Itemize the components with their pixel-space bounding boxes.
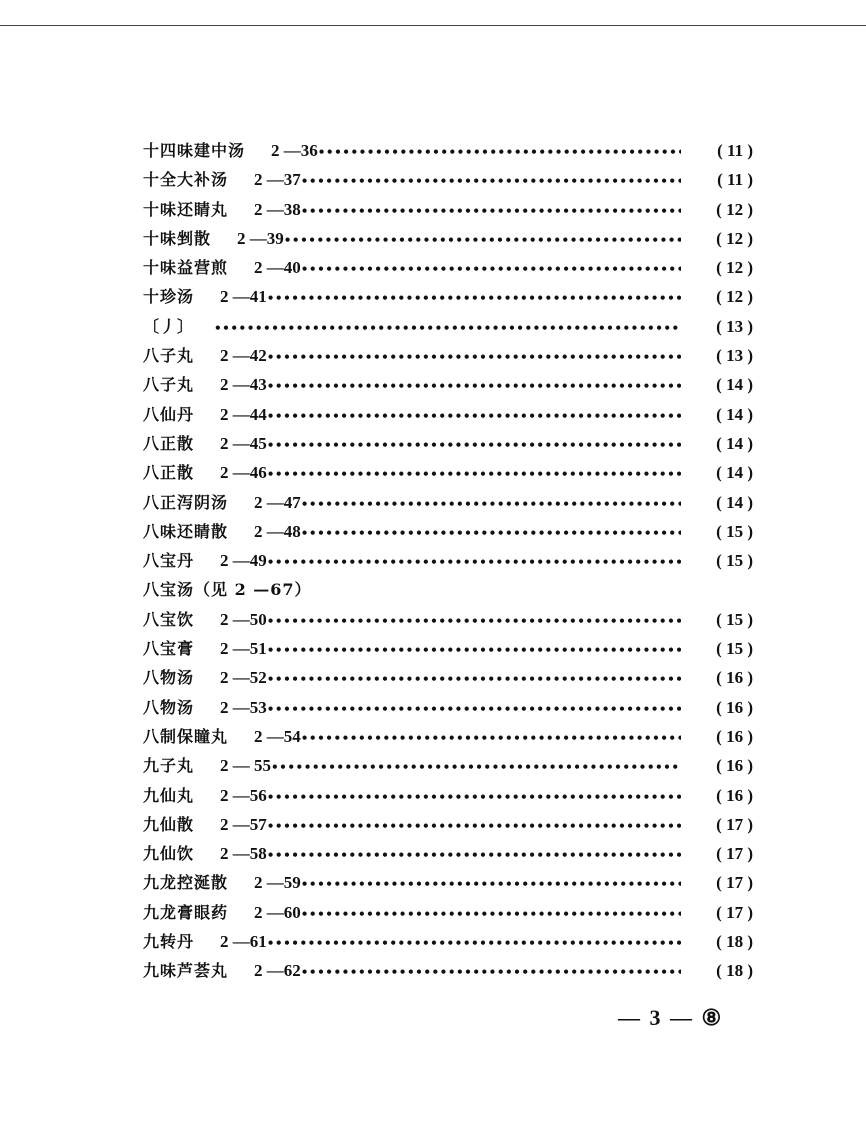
toc-entry bbox=[143, 402, 753, 431]
toc-entry bbox=[143, 460, 753, 489]
toc-entry bbox=[143, 372, 753, 401]
entry-code: 2 —46 bbox=[220, 463, 267, 483]
dot-leader bbox=[214, 321, 681, 335]
dot-leader bbox=[267, 379, 681, 393]
entry-code: 2 —43 bbox=[220, 375, 267, 395]
entry-name: 十珍汤 bbox=[143, 287, 195, 307]
dot-leader bbox=[267, 291, 681, 305]
entry-code: 2 —60 bbox=[254, 902, 301, 922]
toc-entry bbox=[143, 812, 753, 841]
dot-leader bbox=[267, 614, 681, 628]
toc-entry bbox=[143, 284, 753, 313]
toc-entry bbox=[143, 197, 753, 226]
entry-name: 八宝膏 bbox=[143, 639, 195, 659]
dot-leader bbox=[267, 936, 681, 950]
toc-entry bbox=[143, 577, 753, 606]
toc-entry bbox=[143, 900, 753, 929]
entry-name: 八物汤 bbox=[143, 697, 195, 717]
dot-leader bbox=[301, 262, 681, 276]
entry-name: 九仙散 bbox=[143, 814, 195, 834]
entry-page: ( 13 ) bbox=[716, 346, 753, 366]
entry-code: 2 —49 bbox=[220, 551, 267, 571]
dot-leader bbox=[271, 760, 681, 774]
entry-page: ( 16 ) bbox=[716, 756, 753, 776]
entry-name: 八味还睛散 bbox=[143, 521, 229, 541]
entry-page: ( 17 ) bbox=[716, 844, 753, 864]
toc-entry bbox=[143, 783, 753, 812]
entry-page: ( 15 ) bbox=[716, 639, 753, 659]
entry-page: ( 17 ) bbox=[716, 902, 753, 922]
entry-page: ( 14 ) bbox=[716, 404, 753, 424]
dot-leader bbox=[301, 526, 681, 540]
dot-leader bbox=[267, 643, 681, 657]
entry-name: 九味芦荟丸 bbox=[143, 961, 229, 981]
entry-code: 2 —56 bbox=[220, 785, 267, 805]
entry-name: 十味还睛丸 bbox=[143, 199, 229, 219]
toc-entry bbox=[143, 636, 753, 665]
entry-name: 九龙控涎散 bbox=[143, 873, 229, 893]
toc-entry bbox=[143, 753, 753, 782]
entry-code: 2 —39 bbox=[237, 228, 284, 248]
entry-page: ( 15 ) bbox=[716, 609, 753, 629]
toc-entry bbox=[143, 490, 753, 519]
dot-leader bbox=[267, 790, 681, 804]
entry-name: 九转丹 bbox=[143, 932, 195, 952]
entry-name: 八宝丹 bbox=[143, 551, 195, 571]
entry-name: 十四味建中汤 bbox=[143, 141, 246, 160]
entry-code: 2 —47 bbox=[254, 492, 301, 512]
entry-code: 2 —57 bbox=[220, 814, 267, 834]
entry-name: 八宝饮 bbox=[143, 609, 195, 629]
entry-page: ( 12 ) bbox=[716, 228, 753, 248]
dot-leader bbox=[267, 555, 681, 569]
entry-name: 八正泻阴汤 bbox=[143, 492, 229, 512]
entry-name: 十味益营煎 bbox=[143, 258, 229, 278]
entry-name: 八子丸 bbox=[143, 375, 195, 395]
entry-page: ( 14 ) bbox=[716, 433, 753, 453]
entry-page: ( 11 ) bbox=[717, 170, 753, 190]
toc-entry bbox=[143, 343, 753, 372]
toc-entry bbox=[143, 548, 753, 577]
entry-page: ( 13 ) bbox=[716, 316, 753, 336]
entry-code: 2 —54 bbox=[254, 726, 301, 746]
entry-page: ( 12 ) bbox=[716, 258, 753, 278]
entry-page: ( 14 ) bbox=[716, 375, 753, 395]
dot-leader bbox=[301, 877, 681, 891]
dot-leader bbox=[267, 672, 681, 686]
entry-name: 九子丸 bbox=[143, 756, 195, 776]
entry-page: ( 14 ) bbox=[716, 463, 753, 483]
entry-name: 十味剉散 bbox=[143, 228, 212, 248]
toc-entry bbox=[143, 929, 753, 958]
entry-page: ( 17 ) bbox=[716, 873, 753, 893]
dot-leader bbox=[301, 174, 681, 188]
entry-name: 八宝汤（见 2 —67） bbox=[143, 580, 312, 600]
dot-leader bbox=[267, 702, 681, 716]
dot-leader bbox=[301, 497, 681, 511]
dot-leader bbox=[318, 145, 681, 159]
entry-name: 十全大补汤 bbox=[143, 170, 229, 190]
toc-entry bbox=[143, 870, 753, 899]
entry-name: 八仙丹 bbox=[143, 404, 195, 424]
entry-code: 2 —42 bbox=[220, 346, 267, 366]
entry-name: 〔丿〕 bbox=[143, 316, 195, 336]
toc-entry bbox=[143, 226, 753, 255]
entry-code: 2 —50 bbox=[220, 609, 267, 629]
table-of-contents bbox=[143, 138, 753, 988]
entry-page: ( 17 ) bbox=[716, 814, 753, 834]
toc-entry bbox=[143, 958, 753, 987]
toc-entry bbox=[143, 519, 753, 548]
entry-page: ( 16 ) bbox=[716, 668, 753, 688]
dot-leader bbox=[267, 819, 681, 833]
dot-leader bbox=[301, 965, 681, 979]
entry-code: 2 —48 bbox=[254, 521, 301, 541]
dot-leader bbox=[267, 467, 681, 481]
toc-entry bbox=[143, 724, 753, 753]
toc-entry bbox=[143, 841, 753, 870]
dot-leader bbox=[301, 731, 681, 745]
dot-leader bbox=[301, 204, 681, 218]
dot-leader bbox=[267, 409, 681, 423]
page-number: — 3 — ⑧ bbox=[618, 1005, 724, 1030]
entry-name: 八正散 bbox=[143, 463, 195, 483]
entry-code: 2 —62 bbox=[254, 961, 301, 981]
toc-entry bbox=[143, 167, 753, 196]
entry-page: ( 18 ) bbox=[716, 932, 753, 952]
entry-page: ( 12 ) bbox=[716, 287, 753, 307]
entry-code: 2 —52 bbox=[220, 668, 267, 688]
entry-name: 九龙膏眼药 bbox=[143, 902, 229, 922]
entry-page: ( 12 ) bbox=[716, 199, 753, 219]
toc-entry bbox=[143, 607, 753, 636]
entry-code: 2 —45 bbox=[220, 433, 267, 453]
entry-code: 2 —36 bbox=[271, 141, 318, 160]
entry-name: 八物汤 bbox=[143, 668, 195, 688]
entry-code: 2 —61 bbox=[220, 932, 267, 952]
entry-code: 2 —41 bbox=[220, 287, 267, 307]
entry-page: ( 16 ) bbox=[716, 726, 753, 746]
toc-entry bbox=[143, 665, 753, 694]
top-rule bbox=[0, 25, 866, 26]
dot-leader bbox=[267, 438, 681, 452]
dot-leader bbox=[301, 907, 681, 921]
dot-leader bbox=[284, 233, 681, 247]
entry-code: 2 — 55 bbox=[220, 756, 272, 776]
entry-code: 2 —59 bbox=[254, 873, 301, 893]
entry-page: ( 11 ) bbox=[717, 141, 753, 160]
entry-page: ( 15 ) bbox=[716, 521, 753, 541]
entry-code: 2 —38 bbox=[254, 199, 301, 219]
entry-code: 2 —37 bbox=[254, 170, 301, 190]
entry-name: 八子丸 bbox=[143, 346, 195, 366]
toc-entry bbox=[143, 695, 753, 724]
entry-code: 2 —44 bbox=[220, 404, 267, 424]
entry-code: 2 —58 bbox=[220, 844, 267, 864]
entry-name: 九仙丸 bbox=[143, 785, 195, 805]
toc-entry bbox=[143, 138, 753, 167]
entry-page: ( 14 ) bbox=[716, 492, 753, 512]
entry-name: 九仙饮 bbox=[143, 844, 195, 864]
entry-name: 八制保瞳丸 bbox=[143, 726, 229, 746]
entry-page: ( 15 ) bbox=[716, 551, 753, 571]
entry-code: 2 —51 bbox=[220, 639, 267, 659]
toc-entry bbox=[143, 255, 753, 284]
dot-leader bbox=[267, 848, 681, 862]
entry-page: ( 16 ) bbox=[716, 697, 753, 717]
entry-code: 2 —40 bbox=[254, 258, 301, 278]
toc-entry bbox=[143, 431, 753, 460]
toc-entry bbox=[143, 314, 753, 343]
entry-code: 2 —53 bbox=[220, 697, 267, 717]
entry-page: ( 16 ) bbox=[716, 785, 753, 805]
dot-leader bbox=[267, 350, 681, 364]
entry-name: 八正散 bbox=[143, 433, 195, 453]
entry-page: ( 18 ) bbox=[716, 961, 753, 981]
